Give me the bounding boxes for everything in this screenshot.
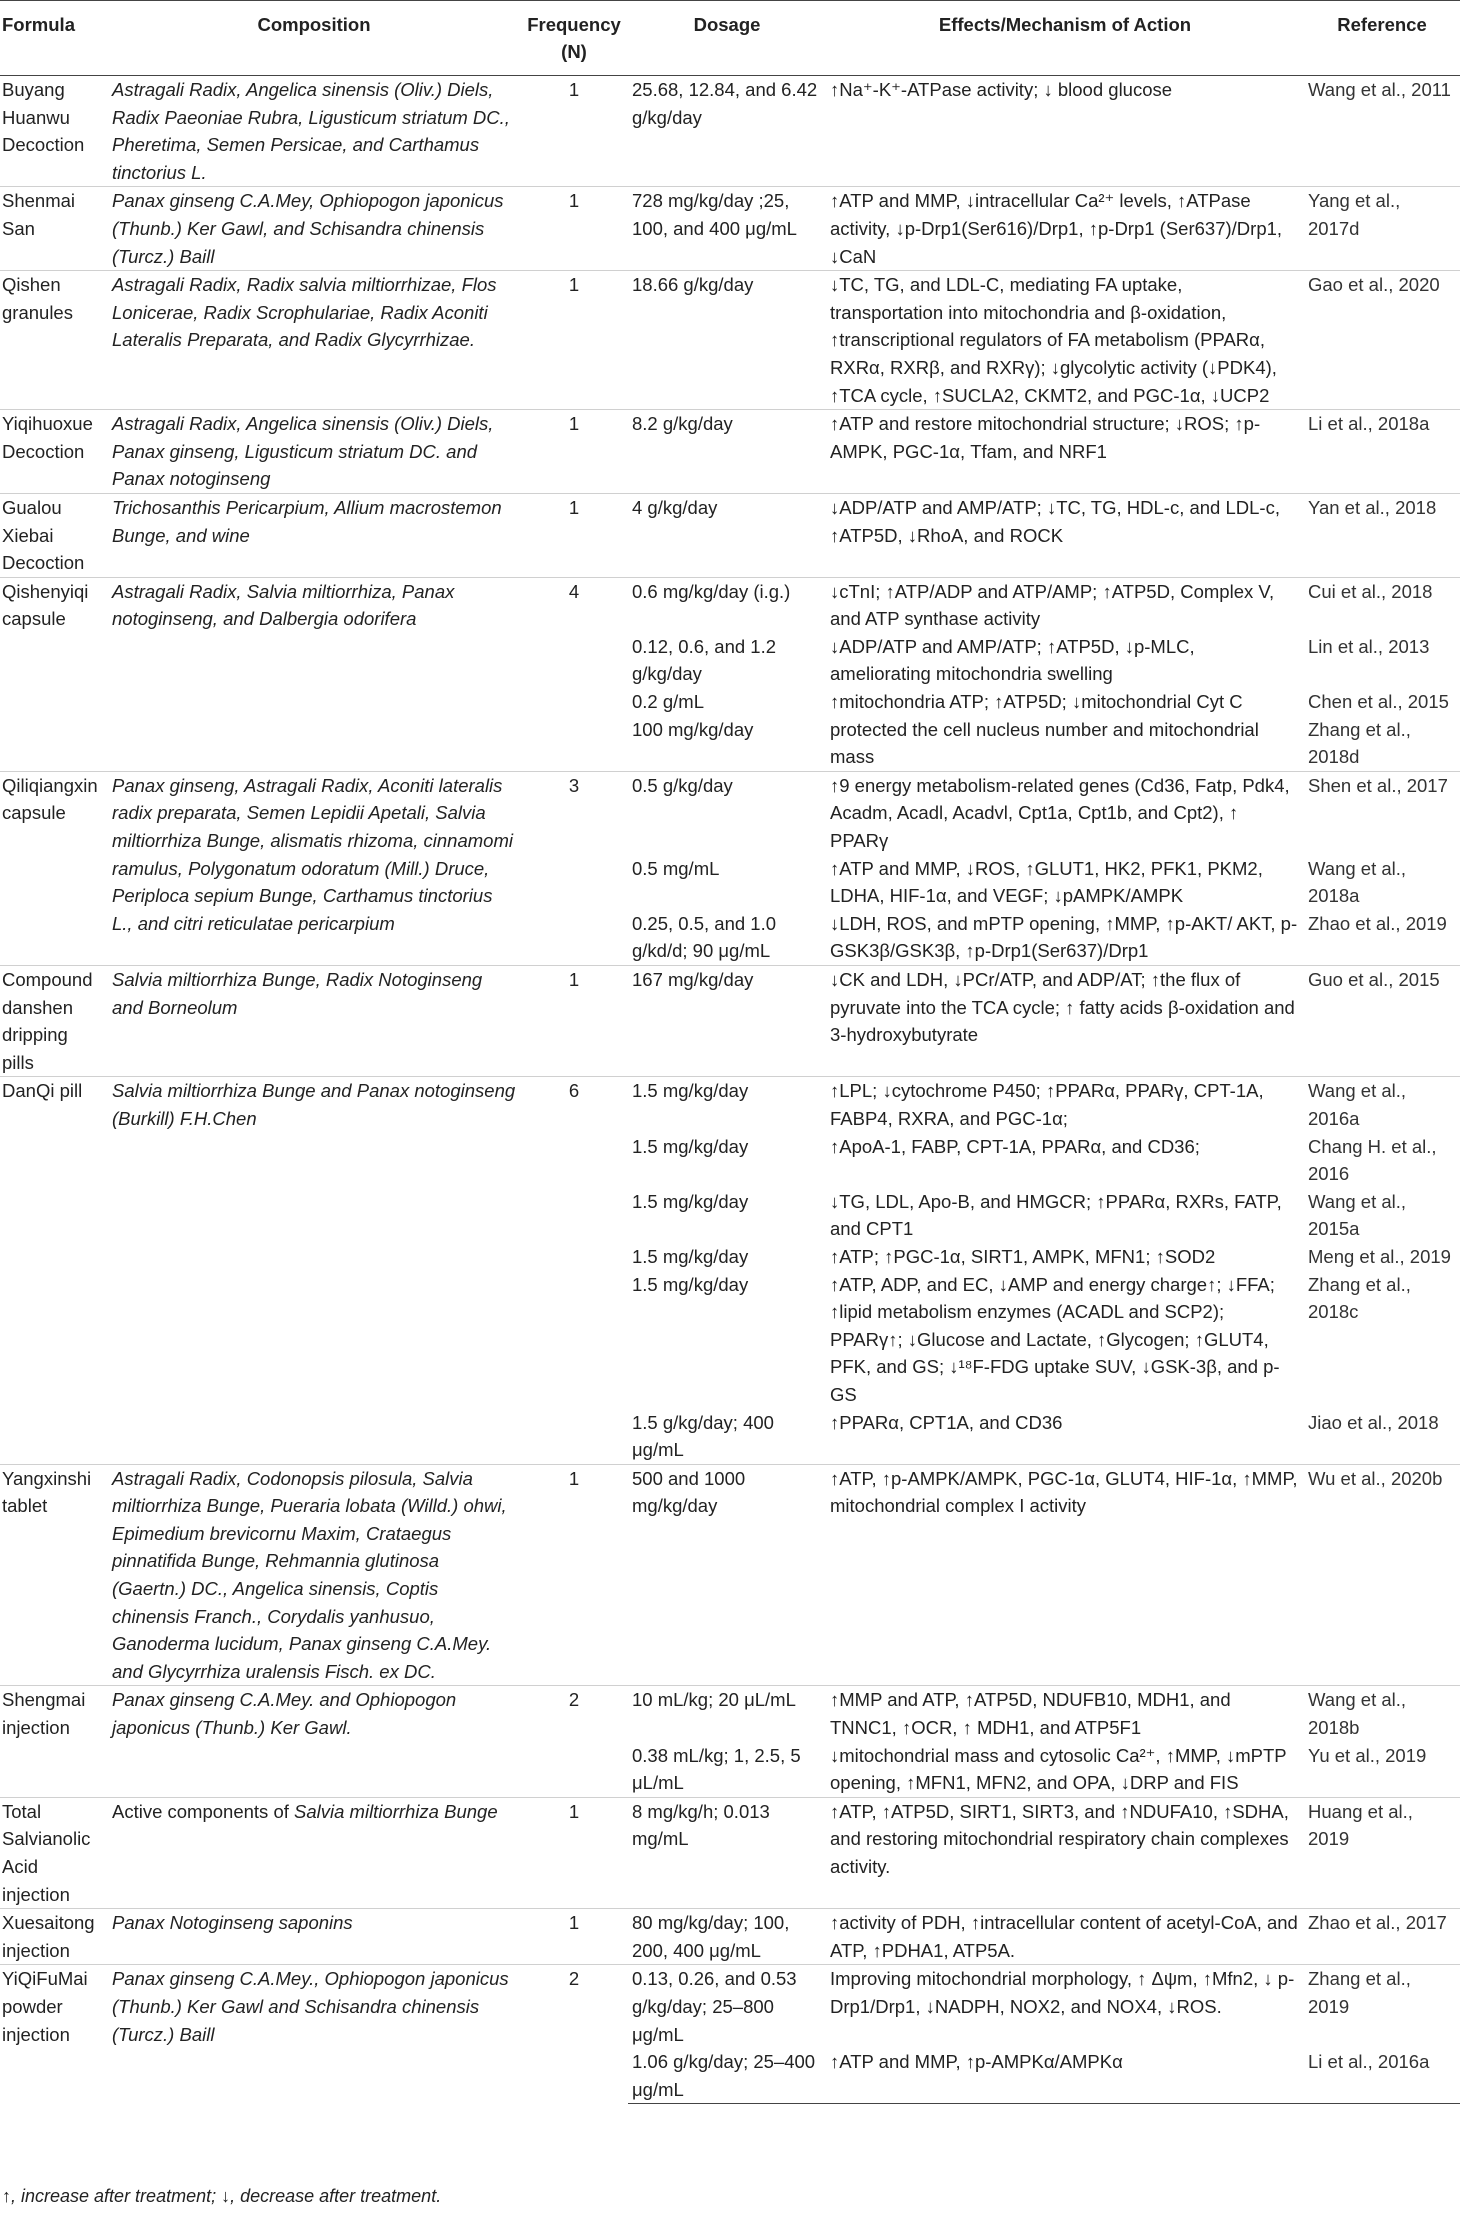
- dosage-cell: 728 mg/kg/day ;25, 100, and 400 μg/mL: [628, 187, 826, 271]
- effects-cell: ↓TC, TG, and LDL-C, mediating FA uptake, transportation into mitochondria and β-oxidation, ↑transcriptional regulators of FA metabolism (PPARα, RXRα, RXRβ, and RXRγ); ↓glycolytic activity (↓PDK4), ↑TCA cycle, ↑SUCLA2, CKMT2, and PGC-1α, ↓UCP2: [826, 271, 1304, 410]
- header-frequency: Frequency (N): [520, 1, 628, 76]
- composition-cell: Salvia miltiorrhiza Bunge and Panax notoginseng (Burkill) F.H.Chen: [108, 1077, 520, 1464]
- header-row: [0, 1, 1460, 76]
- reference-cell: Wang et al., 2018b: [1304, 1686, 1460, 1742]
- effects-cell: ↑ATP and MMP, ↓intracellular Ca²⁺ levels, ↑ATPase activity, ↓p-Drp1(Ser616)/Drp1, ↑p-Drp1 (Ser637)/Drp1, ↓CaN: [826, 187, 1304, 271]
- composition-cell: Active components of Salvia miltiorrhiza Bunge: [108, 1797, 520, 1908]
- composition-cell: Astragali Radix, Radix salvia miltiorrhizae, Flos Lonicerae, Radix Scrophulariae, Radix Aconiti Lateralis Preparata, and Radix Glycyrrhizae.: [108, 271, 520, 410]
- formula-cell: YiQiFuMai powder injection: [0, 1965, 108, 2104]
- table-row: [0, 271, 1460, 410]
- dosage-cell: 0.2 g/mL: [632, 691, 704, 713]
- dosage-cell: 0.13, 0.26, and 0.53 g/kg/day; 25–800 μg/mL: [628, 1965, 826, 2048]
- frequency-cell: 2: [520, 1686, 628, 1797]
- header-reference: Reference: [1304, 1, 1460, 76]
- header-formula: Formula: [0, 1, 108, 76]
- effects-cell: ↑PPARα, CPT1A, and CD36: [830, 1411, 1063, 1433]
- table-row: [0, 410, 1460, 494]
- dosage-cell: 4 g/kg/day: [628, 493, 826, 577]
- composition-cell: Astragali Radix, Salvia miltiorrhiza, Panax notoginseng, and Dalbergia odorifera: [108, 577, 520, 771]
- reference-cell: Yan et al., 2018: [1304, 493, 1460, 577]
- effects-cell: ↑ATP and MMP, ↑p-AMPKα/AMPKα: [826, 2048, 1304, 2104]
- formula-cell: DanQi pill: [0, 1077, 108, 1464]
- formula-cell: Total Salvianolic Acid injection: [0, 1797, 108, 1908]
- dosage-cell: 0.6 mg/kg/day (i.g.): [628, 577, 826, 633]
- table-row: [0, 966, 1460, 1077]
- reference-cell: Zhao et al., 2019: [1308, 912, 1447, 934]
- composition-cell: Panax ginseng C.A.Mey. and Ophiopogon japonicus (Thunb.) Ker Gawl.: [108, 1686, 520, 1797]
- effects-cell: ↑mitochondria ATP; ↑ATP5D; ↓mitochondrial Cyt C: [830, 691, 1243, 713]
- formula-cell: Shenmai San: [0, 187, 108, 271]
- dosage-cell: 25.68, 12.84, and 6.42 g/kg/day: [628, 76, 826, 187]
- effects-cell: ↑ATP, ↑p-AMPK/AMPK, PGC-1α, GLUT4, HIF-1α, ↑MMP, mitochondrial complex I activity: [826, 1464, 1304, 1686]
- reference-cell: Wang et al., 2016a: [1304, 1077, 1460, 1133]
- formula-cell: Yiqihuoxue Decoction: [0, 410, 108, 494]
- dosage-cell: 10 mL/kg; 20 μL/mL: [628, 1686, 826, 1742]
- dosage-cell: 0.25, 0.5, and 1.0 g/kd/d; 90 μg/mL: [632, 912, 777, 962]
- dosage-cell: 1.5 mg/kg/day: [632, 1190, 749, 1212]
- reference-cell: Wang et al., 2011: [1304, 76, 1460, 187]
- effects-cell: ↓ADP/ATP and AMP/ATP; ↑ATP5D, ↓p-MLC, ameliorating mitochondria swelling: [830, 635, 1195, 685]
- dosage-cell: 500 and 1000 mg/kg/day: [628, 1464, 826, 1686]
- frequency-cell: 1: [520, 1909, 628, 1965]
- effects-cell: ↓LDH, ROS, and mPTP opening, ↑MMP, ↑p-AKT/ AKT, p-GSK3β/GSK3β, ↑p-Drp1(Ser637)/Drp1: [830, 912, 1298, 962]
- composition-cell: Astragali Radix, Codonopsis pilosula, Salvia miltiorrhiza Bunge, Pueraria lobata (Willd.) ohwi, Epimedium brevicornu Maxim, Crataegus pinnatifida Bunge, Rehmannia glutinosa (Gaertn.) DC., Angelica sinensis, Coptis chinensis Franch., Corydalis yanhusuo, Ganoderma lucidum, Panax ginseng C.A.Mey. and Glycyrrhiza uralensis Fisch. ex DC.: [108, 1464, 520, 1686]
- composition-cell: Panax ginseng C.A.Mey., Ophiopogon japonicus (Thunb.) Ker Gawl and Schisandra chinensis (Turcz.) Baill: [108, 1965, 520, 2104]
- effects-cell: ↓CK and LDH, ↓PCr/ATP, and ADP/AT; ↑the flux of pyruvate into the TCA cycle; ↑ fatty acids β-oxidation and 3-hydroxybutyrate: [826, 966, 1304, 1077]
- formula-cell: Yangxinshi tablet: [0, 1464, 108, 1686]
- reference-cell: Li et al., 2016a: [1304, 2048, 1460, 2104]
- reference-cell: Meng et al., 2019: [1308, 1245, 1451, 1267]
- table-row: [0, 1077, 1460, 1133]
- effects-cell: ↑LPL; ↓cytochrome P450; ↑PPARα, PPARγ, CPT-1A, FABP4, RXRA, and PGC-1α;: [826, 1077, 1304, 1133]
- table-row: [0, 493, 1460, 577]
- dosage-cell: 8.2 g/kg/day: [628, 410, 826, 494]
- frequency-cell: 1: [520, 187, 628, 271]
- effects-cell: ↑ATP and MMP, ↓ROS, ↑GLUT1, HK2, PFK1, PKM2, LDHA, HIF-1α, and VEGF; ↓pAMPK/AMPK: [830, 857, 1263, 907]
- effects-cell: ↑ATP, ↑ATP5D, SIRT1, SIRT3, and ↑NDUFA10, ↑SDHA, and restoring mitochondrial respiratory chain complexes activity.: [826, 1797, 1304, 1908]
- formula-cell: Buyang Huanwu Decoction: [0, 76, 108, 187]
- effects-cell: ↓mitochondrial mass and cytosolic Ca²⁺, ↑MMP, ↓mPTP opening, ↑MFN1, MFN2, and OPA, ↓DRP and FIS: [830, 1744, 1287, 1794]
- dosage-cell: 167 mg/kg/day: [628, 966, 826, 1077]
- table-row: [0, 771, 1460, 854]
- dosage-cell: 1.5 g/kg/day; 400 μg/mL: [632, 1411, 774, 1461]
- reference-cell: Chang H. et al., 2016: [1308, 1135, 1437, 1185]
- table-row: [0, 577, 1460, 633]
- table-footnote: ↑, increase after treatment; ↓, decrease after treatment.: [2, 2186, 442, 2206]
- frequency-cell: 3: [520, 771, 628, 965]
- reference-cell: Yu et al., 2019: [1308, 1744, 1427, 1766]
- composition-cell: Panax ginseng C.A.Mey, Ophiopogon japonicus (Thunb.) Ker Gawl, and Schisandra chinensis (Turcz.) Baill: [108, 187, 520, 271]
- table-row: [0, 1965, 1460, 2048]
- effects-cell: ↑9 energy metabolism-related genes (Cd36, Fatp, Pdk4, Acadm, Acadl, Acadvl, Cpt1a, Cpt1b, and Cpt2), ↑ PPARγ: [826, 771, 1304, 854]
- reference-cell: Jiao et al., 2018: [1308, 1411, 1439, 1433]
- dosage-cell: 80 mg/kg/day; 100, 200, 400 μg/mL: [628, 1909, 826, 1965]
- reference-cell: Guo et al., 2015: [1304, 966, 1460, 1077]
- table-row: [0, 187, 1460, 271]
- reference-cell: Huang et al., 2019: [1304, 1797, 1460, 1908]
- dosage-cell: 1.5 mg/kg/day: [632, 1273, 749, 1295]
- frequency-cell: 1: [520, 1464, 628, 1686]
- effects-cell: ↓TG, LDL, Apo-B, and HMGCR; ↑PPARα, RXRs, FATP, and CPT1: [830, 1190, 1282, 1240]
- frequency-cell: 1: [520, 271, 628, 410]
- effects-cell: ↑activity of PDH, ↑intracellular content of acetyl-CoA, and ATP, ↑PDHA1, ATP5A.: [826, 1909, 1304, 1965]
- formula-cell: Xuesaitong injection: [0, 1909, 108, 1965]
- effects-cell: ↓ADP/ATP and AMP/ATP; ↓TC, TG, HDL-c, and LDL-c, ↑ATP5D, ↓RhoA, and ROCK: [826, 493, 1304, 577]
- reference-cell: Lin et al., 2013: [1308, 635, 1430, 657]
- composition-cell: Trichosanthis Pericarpium, Allium macrostemon Bunge, and wine: [108, 493, 520, 577]
- table-row: [0, 1464, 1460, 1686]
- effects-cell: ↑Na⁺-K⁺-ATPase activity; ↓ blood glucose: [826, 76, 1304, 187]
- table-row: [0, 1797, 1460, 1908]
- composition-cell: Astragali Radix, Angelica sinensis (Oliv.) Diels, Radix Paeoniae Rubra, Ligusticum striatum DC., Pheretima, Semen Persicae, and Carthamus tinctorius L.: [108, 76, 520, 187]
- dosage-cell: 0.5 mg/mL: [632, 857, 720, 879]
- dosage-cell: 1.5 mg/kg/day: [632, 1135, 749, 1157]
- dosage-cell: 0.12, 0.6, and 1.2 g/kg/day: [632, 635, 777, 685]
- header-composition: Composition: [108, 1, 520, 76]
- dosage-cell: 18.66 g/kg/day: [628, 271, 826, 410]
- reference-cell: Shen et al., 2017: [1304, 771, 1460, 854]
- reference-cell: Yang et al., 2017d: [1304, 187, 1460, 271]
- dosage-cell: 8 mg/kg/h; 0.013 mg/mL: [628, 1797, 826, 1908]
- reference-cell: Wu et al., 2020b: [1304, 1464, 1460, 1686]
- formula-cell: Gualou Xiebai Decoction: [0, 493, 108, 577]
- effects-cell: ↑ApoA-1, FABP, CPT-1A, PPARα, and CD36;: [830, 1135, 1200, 1157]
- reference-cell: Zhao et al., 2017: [1304, 1909, 1460, 1965]
- effects-cell: ↑MMP and ATP, ↑ATP5D, NDUFB10, MDH1, and TNNC1, ↑OCR, ↑ MDH1, and ATP5F1: [826, 1686, 1304, 1742]
- reference-cell: Cui et al., 2018: [1304, 577, 1460, 633]
- formula-cell: Qishenyiqi capsule: [0, 577, 108, 771]
- frequency-cell: 1: [520, 410, 628, 494]
- effects-cell: ↑ATP; ↑PGC-1α, SIRT1, AMPK, MFN1; ↑SOD2: [830, 1245, 1216, 1267]
- frequency-cell: 4: [520, 577, 628, 771]
- effects-cell: Improving mitochondrial morphology, ↑ Δψm, ↑Mfn2, ↓ p-Drp1/Drp1, ↓NADPH, NOX2, and NOX4, ↓ROS.: [826, 1965, 1304, 2048]
- effects-cell: protected the cell nucleus number and mitochondrial mass: [830, 718, 1259, 768]
- reference-cell: Zhang et al., 2018d: [1308, 718, 1411, 768]
- frequency-cell: 2: [520, 1965, 628, 2104]
- table-row: [0, 1909, 1460, 1965]
- table-row: [0, 76, 1460, 187]
- reference-cell: Zhang et al., 2018c: [1308, 1273, 1411, 1323]
- header-dosage: Dosage: [628, 1, 826, 76]
- table-row: [0, 1686, 1460, 1742]
- effects-cell: ↓cTnI; ↑ATP/ADP and ATP/AMP; ↑ATP5D, Complex V, and ATP synthase activity: [826, 577, 1304, 633]
- reference-cell: Wang et al., 2015a: [1308, 1190, 1407, 1240]
- reference-cell: Wang et al., 2018a: [1308, 857, 1407, 907]
- frequency-cell: 1: [520, 493, 628, 577]
- effects-cell: ↑ATP and restore mitochondrial structure; ↓ROS; ↑p-AMPK, PGC-1α, Tfam, and NRF1: [826, 410, 1304, 494]
- reference-cell: Gao et al., 2020: [1304, 271, 1460, 410]
- frequency-cell: 1: [520, 76, 628, 187]
- dosage-cell: 1.5 mg/kg/day: [632, 1245, 749, 1267]
- header-effects: Effects/Mechanism of Action: [826, 1, 1304, 76]
- frequency-cell: 6: [520, 1077, 628, 1464]
- reference-cell: Chen et al., 2015: [1308, 691, 1449, 713]
- frequency-cell: 1: [520, 966, 628, 1077]
- composition-cell: Panax ginseng, Astragali Radix, Aconiti lateralis radix preparata, Semen Lepidii Apetali, Salvia miltiorrhiza Bunge, alismatis rhizoma, cinnamomi ramulus, Polygonatum odoratum (Mill.) Druce, Periploca sepium Bunge, Carthamus tinctorius L., and citri reticulatae pericarpium: [108, 771, 520, 965]
- formula-cell: Shengmai injection: [0, 1686, 108, 1797]
- table-body: [0, 76, 1460, 2104]
- dosage-cell: 1.06 g/kg/day; 25–400 μg/mL: [628, 2048, 826, 2104]
- composition-cell: Panax Notoginseng saponins: [108, 1909, 520, 1965]
- dosage-cell: 1.5 mg/kg/day: [628, 1077, 826, 1133]
- dosage-cell: 100 mg/kg/day: [632, 718, 754, 740]
- formula-cell: Qiliqiangxin capsule: [0, 771, 108, 965]
- composition-cell: Astragali Radix, Angelica sinensis (Oliv.) Diels, Panax ginseng, Ligusticum striatum DC. and Panax notoginseng: [108, 410, 520, 494]
- dosage-cell: 0.38 mL/kg; 1, 2.5, 5 μL/mL: [632, 1744, 801, 1794]
- composition-cell: Salvia miltiorrhiza Bunge, Radix Notoginseng and Borneolum: [108, 966, 520, 1077]
- effects-cell: ↑ATP, ADP, and EC, ↓AMP and energy charge↑; ↓FFA; ↑lipid metabolism enzymes (ACADL and SCP2); PPARγ↑; ↓Glucose and Lactate, ↑Glycogen; ↑GLUT4, PFK, and GS; ↓¹⁸F-FDG uptake SUV, ↓GSK-3β, and p-GS: [830, 1273, 1280, 1405]
- formula-cell: Compound danshen dripping pills: [0, 966, 108, 1077]
- frequency-cell: 1: [520, 1797, 628, 1908]
- dosage-cell: 0.5 g/kg/day: [628, 771, 826, 854]
- reference-cell: Zhang et al., 2019: [1304, 1965, 1460, 2048]
- reference-cell: Li et al., 2018a: [1304, 410, 1460, 494]
- formula-cell: Qishen granules: [0, 271, 108, 410]
